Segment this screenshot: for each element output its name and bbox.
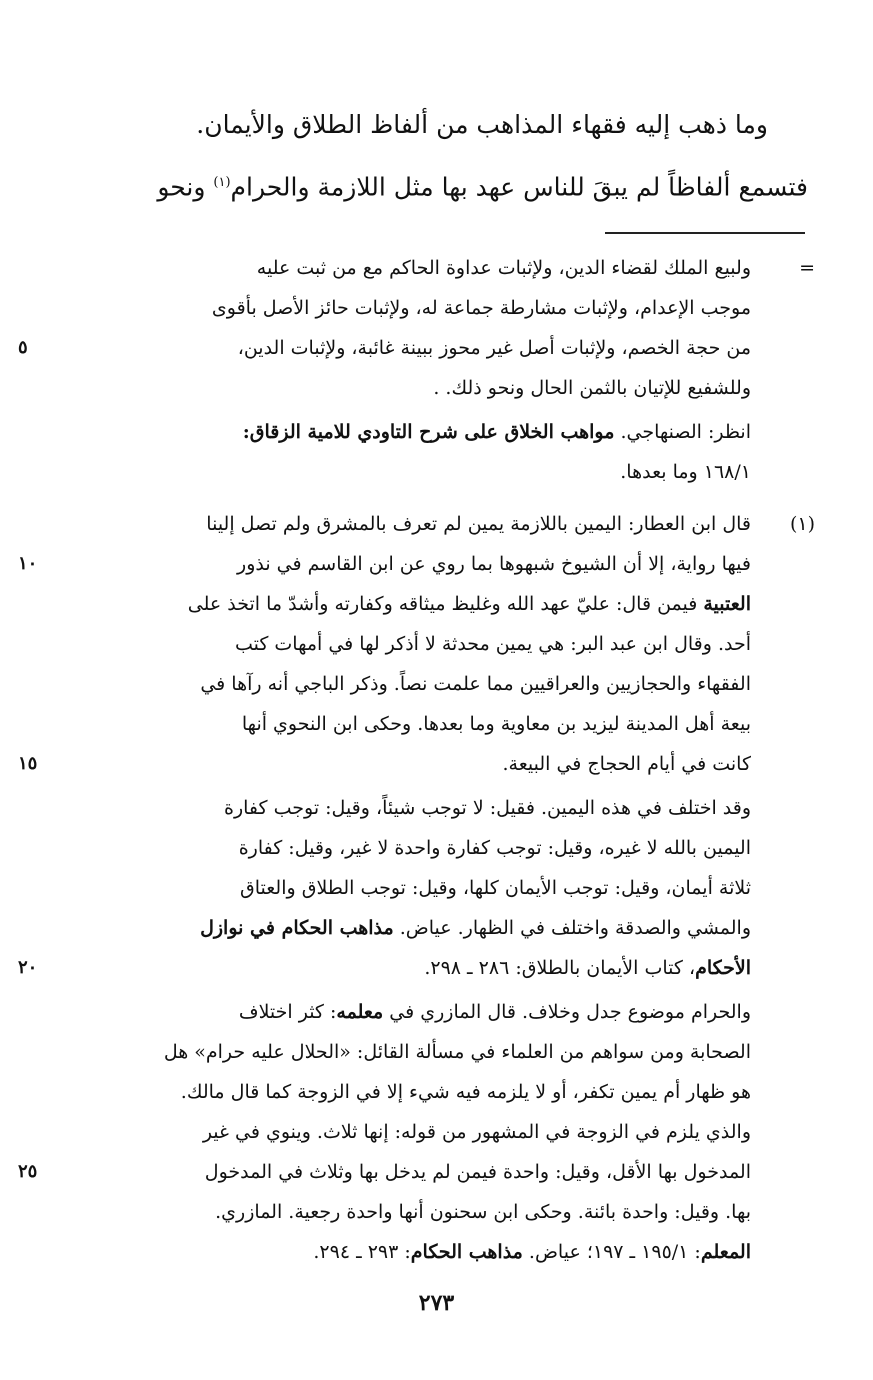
footnote-text: : ١٩٥/١ ـ ١٩٧؛ عياض. [522, 1241, 701, 1263]
footnote-text: والحرام موضوع جدل وخلاف. قال المازري في [383, 1001, 751, 1023]
footnote-text: : كثر اختلاف [238, 1001, 337, 1023]
footnote-line: كانت في أيام الحجاج في البيعة. [502, 753, 751, 775]
main-text-line-2-end: ونحو [157, 172, 214, 202]
line-number-25: ٢٥ [18, 1161, 38, 1182]
book-title: الأحكام [695, 957, 751, 979]
book-title: مذاهب الحكام [410, 1241, 523, 1263]
footnote-line [65, 992, 751, 1032]
line-number-20: ٢٠ [18, 957, 38, 978]
footnote-line: ثلاثة أيمان، وقيل: توجب الأيمان كلها، وقيل: توجب الطلاق والعتاق [239, 877, 751, 899]
footnote-marker: (١) [789, 513, 815, 535]
main-text-line [55, 154, 808, 216]
main-text-line-1: وما ذهب إليه فقهاء المذاهب من ألفاظ الطلاق والأيمان. [196, 110, 768, 139]
footnote-line: وللشفيع للإتيان بالثمن الحال ونحو ذلك. . [433, 377, 751, 399]
footnote-line [65, 1232, 751, 1272]
footnote-line: بيعة أهل المدينة ليزيد بن معاوية وما بعدها. وحكى ابن النحوي أنها [241, 713, 751, 735]
footnote-line [65, 948, 751, 988]
footnote-line: والذي يلزم في الزوجة في المشهور من قوله: إنها ثلاث. وينوي في غير [202, 1121, 751, 1143]
book-title: العتبية [703, 593, 751, 615]
footnote-line: ولبيع الملك لقضاء الدين، ولإثبات عداوة الحاكم مع من ثبت عليه [256, 257, 751, 279]
footnote-line: موجب الإعدام، ولإثبات مشارطة جماعة له، ولإثبات حائز الأصل بأقوى [211, 297, 751, 319]
footnote-text: ، كتاب الأيمان بالطلاق: ٢٨٦ ـ ٢٩٨. [424, 957, 696, 979]
line-number-10: ١٠ [18, 553, 38, 574]
footnote-line [65, 584, 751, 624]
continuation-marker: = [799, 257, 815, 279]
footnote-line: بها. وقيل: واحدة بائنة. وحكى ابن سحنون أنها واحدة رجعية. المازري. [215, 1201, 751, 1223]
footnote-line: الفقهاء والحجازيين والعراقيين مما علمت نصاً. وذكر الباجي أنه رآها في [200, 673, 751, 695]
footnote-line [65, 908, 751, 948]
footnote-line: وقد اختلف في هذه اليمين. فقيل: لا توجب شيئاً، وقيل: توجب كفارة [224, 797, 751, 819]
line-number-15: ١٥ [18, 753, 38, 774]
footnote-line: المدخول بها الأقل، وقيل: واحدة فيمن لم يدخل بها وثلاث في المدخول [204, 1161, 751, 1183]
footnote-separator [605, 232, 805, 234]
footnote-line: أحد. وقال ابن عبد البر: هي يمين محدثة لا أذكر لها في أمهات كتب [234, 633, 751, 655]
main-text-line [55, 96, 808, 154]
footnote-line: قال ابن العطار: اليمين باللازمة يمين لم تعرف بالمشرق ولم تصل إلينا [206, 513, 751, 535]
book-title: المعلم [700, 1241, 751, 1263]
main-text-line-2: فتسمع ألفاظاً لم يبقَ للناس عهد بها مثل اللازمة والحرام [230, 172, 808, 202]
footnote-text: فيمن قال: عليّ عهد الله وغليظ ميثاقه وكفارته وأشدّ ما اتخذ على [187, 593, 704, 615]
footnote-line: هو ظهار أم يمين تكفر، أو لا يلزمه فيه شيء إلا في الزوجة كما قال مالك. [180, 1081, 751, 1103]
footnote-text: والمشي والصدقة واختلف في الظهار. عياض. [393, 917, 751, 939]
book-title: معلمه [336, 1001, 384, 1023]
footnote-line: فيها رواية، إلا أن الشيوخ شبهوها بما روي عن ابن القاسم في نذور [237, 553, 751, 575]
line-number-5: ٥ [18, 337, 28, 358]
book-title: مواهب الخلاق على شرح التاودي للامية الزقاق: [242, 421, 615, 443]
footnote-reference[interactable]: (١) [213, 175, 231, 190]
reference-prefix: انظر: الصنهاجي. [614, 421, 751, 443]
footnote-line: ١٦٨/١ وما بعدها. [620, 461, 751, 483]
book-title: مذاهب الحكام في نوازل [200, 917, 394, 939]
footnote-line [65, 412, 751, 452]
page-number: ٢٧٣ [418, 1290, 455, 1316]
footnote-line: اليمين بالله لا غيره، وقيل: توجب كفارة واحدة لا غير، وقيل: كفارة [238, 837, 751, 859]
footnote-line: الصحابة ومن سواهم من العلماء في مسألة القائل: «الحلال عليه حرام» هل [163, 1041, 751, 1063]
footnote-text: : ٢٩٣ ـ ٢٩٤. [313, 1241, 411, 1263]
footnote-line: من حجة الخصم، ولإثبات أصل غير محوز ببينة غائبة، ولإثبات الدين، [237, 337, 751, 359]
main-text [55, 96, 808, 216]
